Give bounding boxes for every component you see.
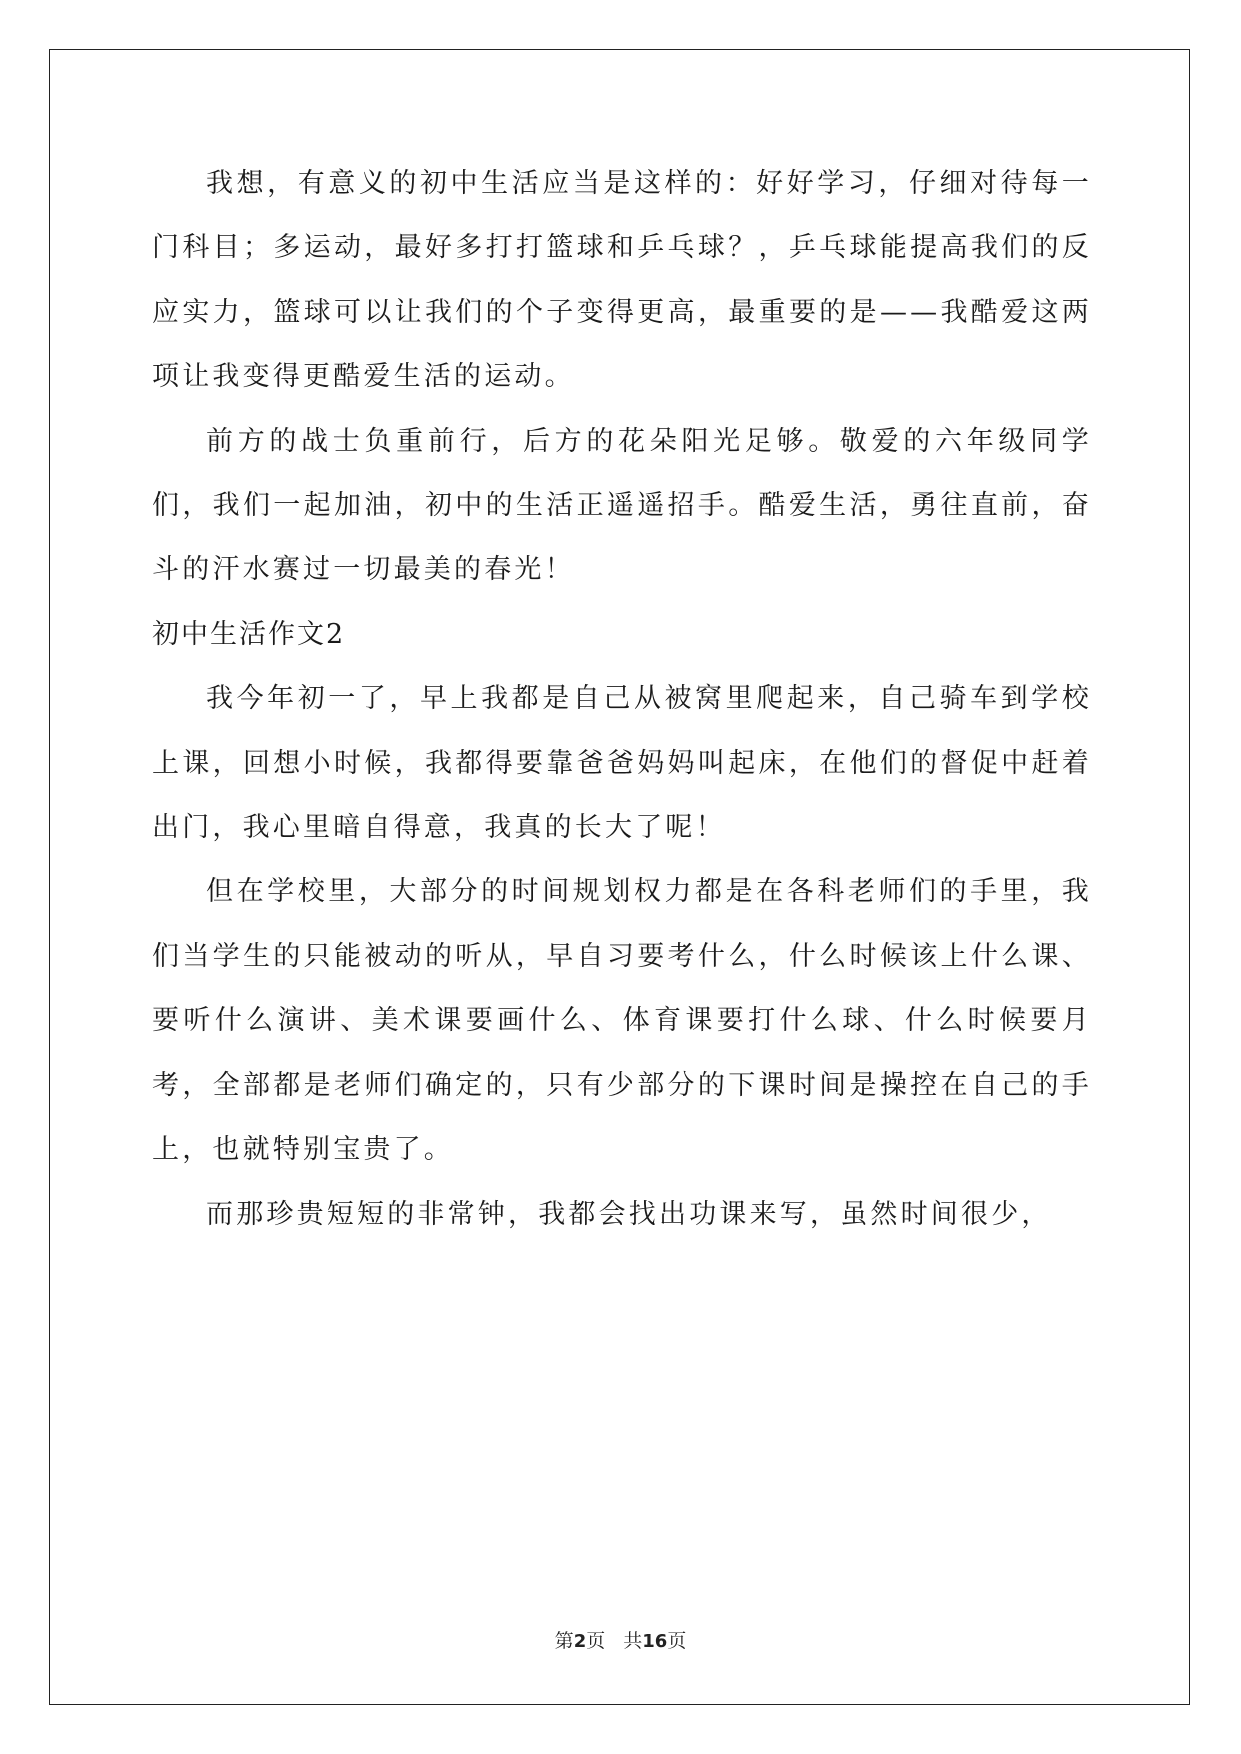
paragraph: 但在学校里，大部分的时间规划权力都是在各科老师们的手里，我们当学生的只能被动的听从，早自习要考什么，什么时候该上什么课、要听什么演讲、美术课要画什么、体育课要打什么球、什么时候要月考，全部都是老师们确定的，只有少部分的下课时间是操控在自己的手上，也就特别宝贵了。 (152, 876, 1092, 1166)
page-prefix: 第 (554, 1630, 574, 1652)
paragraph: 前方的战士负重前行，后方的花朵阳光足够。敬爱的六年级同学们，我们一起加油，初中的生活正遥遥招手。酷爱生活，勇往直前，奋斗的汗水赛过一切最美的春光！ (152, 425, 1092, 586)
page-footer (0, 1628, 1241, 1655)
paragraph: 我想，有意义的初中生活应当是这样的：好好学习，仔细对待每一门科目；多运动，最好多打打篮球和乒乓球？，乒乓球能提高我们的反应实力，篮球可以让我们的个子变得更高，最重要的是——我酷爱这两项让我变得更酷爱生活的运动。 (152, 168, 1092, 393)
total-unit: 页 (667, 1630, 687, 1652)
total-prefix: 共 (623, 1630, 643, 1652)
section-heading: 初中生活作文2 (152, 618, 346, 650)
paragraph: 而那珍贵短短的非常钟，我都会找出功课来写，虽然时间很少， (206, 1198, 1052, 1230)
document-body (152, 152, 1092, 1247)
total-page-number: 16 (642, 1631, 668, 1652)
current-page-number: 2 (573, 1631, 587, 1652)
paragraph: 我今年初一了，早上我都是自己从被窝里爬起来，自己骑车到学校上课，回想小时候，我都得要靠爸爸妈妈叫起床，在他们的督促中赶着出门，我心里暗自得意，我真的长大了呢！ (152, 683, 1092, 844)
page-unit: 页 (586, 1630, 606, 1652)
